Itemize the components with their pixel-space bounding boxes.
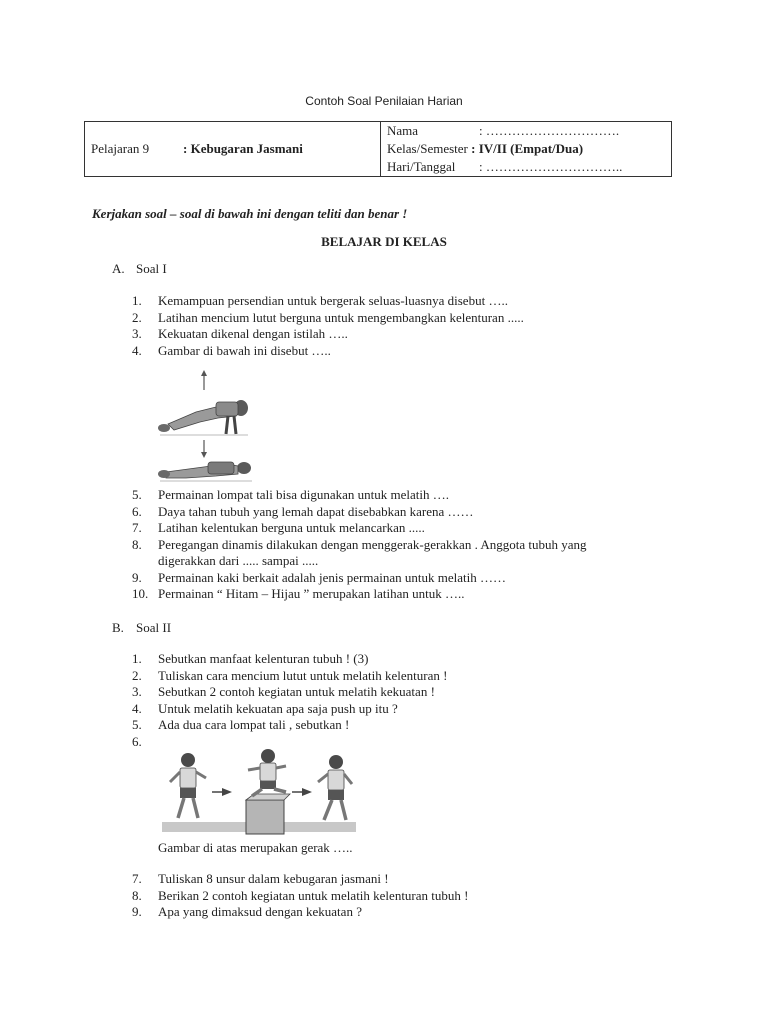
instruction-text: Kerjakan soal – soal di bawah ini dengan teliti dan benar ! <box>92 206 408 221</box>
kelas-label: Kelas/Semester <box>387 141 468 156</box>
subject-cell <box>85 122 381 177</box>
list-item: 7. Latihan kelentukan berguna untuk melancarkan ..... <box>132 520 425 535</box>
push-up-illustration <box>156 368 256 484</box>
list-item: 3. Kekuatan dikenal dengan istilah ….. <box>132 326 348 341</box>
section-a-list-1 <box>132 293 632 359</box>
list-item: 1. Kemampuan persendian untuk bergerak seluas-luasnya disebut ….. <box>132 293 508 308</box>
nama-label: Nama <box>387 123 419 138</box>
section-b-list-2 <box>132 871 632 921</box>
list-item: 9. Apa yang dimaksud dengan kekuatan ? <box>132 904 362 919</box>
hari-label: Hari/Tanggal <box>387 159 456 174</box>
list-item: 5. Permainan lompat tali bisa digunakan untuk melatih …. <box>132 487 449 502</box>
list-item: 1. Sebutkan manfaat kelenturan tubuh ! (3) <box>132 651 369 666</box>
list-item: 5. Ada dua cara lompat tali , sebutkan ! <box>132 717 350 732</box>
section-heading: BELAJAR DI KELAS <box>321 234 447 249</box>
section-b-list-1: 1. Sebutkan manfaat kelenturan tubuh ! (3) 2. Tuliskan cara mencium lutut untuk melatih kelenturan ! 3. Sebutkan 2 contoh kegiatan untuk melatih kekuatan ! 4. Untuk melatih kekuatan apa saja push up itu ? 5. Ada dua cara lompat tali , sebutkan ! 6. <box>132 651 632 734</box>
nama-value: : …………………………. <box>479 123 620 138</box>
section-b-letter: B. <box>112 620 124 635</box>
identity-cell <box>381 122 672 177</box>
section-b-name: Soal II <box>136 620 172 635</box>
section-a-list-2 <box>132 487 632 603</box>
pelajaran-label: Pelajaran 9 <box>91 141 150 156</box>
list-item: 2. Latihan mencium lutut berguna untuk mengembangkan kelenturan ..... <box>132 309 524 325</box>
list-item: 4. Untuk melatih kekuatan apa saja push up itu ? <box>132 700 398 716</box>
list-item: 9. Permainan kaki berkait adalah jenis permainan untuk melatih …… <box>132 569 507 585</box>
kelas-value: : IV/II (Empat/Dua) <box>471 141 584 156</box>
list-item: 2. Tuliskan cara mencium lutut untuk melatih kelenturan ! <box>132 667 448 683</box>
list-item: 6. Daya tahan tubuh yang lemah dapat disebabkan karena …… <box>132 503 474 519</box>
section-b-title <box>112 620 171 636</box>
jumping-over-box-illustration <box>160 748 358 836</box>
list-item: 8. Berikan 2 contoh kegiatan untuk melatih kelenturan tubuh ! <box>132 887 469 903</box>
list-item: 7. Tuliskan 8 unsur dalam kebugaran jasmani ! <box>132 871 389 886</box>
section-a-title <box>112 261 167 277</box>
list-item: 10. Permainan “ Hitam – Hijau ” merupakan latihan untuk ….. <box>132 586 465 601</box>
section-a-letter: A. <box>112 261 125 276</box>
document-title: Contoh Soal Penilaian Harian <box>305 94 463 108</box>
hari-value: : ………………………….. <box>479 159 623 174</box>
list-item: 4. Gambar di bawah ini disebut ….. <box>132 342 331 358</box>
section-a-name: Soal I <box>136 261 167 276</box>
list-item: 8. Peregangan dinamis dilakukan dengan menggerak-gerakkan . Anggota tubuh yang digerakkan dari ..... sampai ..... <box>132 536 587 568</box>
list-item: 3. Sebutkan 2 contoh kegiatan untuk melatih kekuatan ! <box>132 684 435 699</box>
student-info-table <box>84 121 672 177</box>
figure-caption: Gambar di atas merupakan gerak ….. <box>158 840 353 855</box>
pelajaran-value: : Kebugaran Jasmani <box>183 141 303 156</box>
